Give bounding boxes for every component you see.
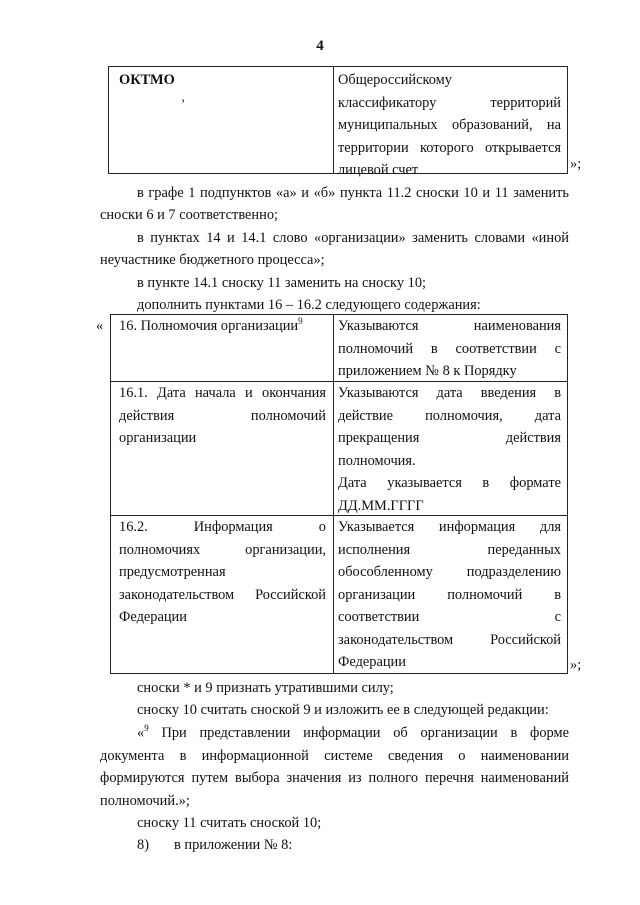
para-grafa-1-cont: сноски 6 и 7 соответственно; <box>100 207 279 223</box>
para-punkt-14-1: в пункте 14.1 сноску 11 заменить на сноску 10; <box>137 275 427 291</box>
row16-right-cell: Указываются наименования полномочий в соответствии с приложением № 8 к Порядку <box>338 318 561 379</box>
para-punkty-14: в пунктах 14 и 14.1 слово «организации» заменить словами «иной <box>137 230 569 246</box>
footnote-line-4: полномочий.»; <box>100 793 190 809</box>
table1-close-quote: »; <box>570 156 582 172</box>
table2-close-quote: »; <box>570 657 582 673</box>
row16-left-cell: 16. Полномочия организации$^9$ <box>119 316 303 334</box>
para-punkty-14-cont: неучастнике бюджетного процесса»; <box>100 252 325 268</box>
footnote-line-2: документа в информационной системе сведения о наименовании <box>100 748 569 764</box>
para-snoski-utrativshimi: сноски * и 9 признать утратившими силу; <box>137 680 394 696</box>
footnote-line-1: «$^9$ При представлении информации об организации в форме <box>137 723 569 741</box>
table2-open-quote: « <box>96 318 104 334</box>
para-grafa-1: в графе 1 подпунктов «а» и «б» пункта 11.2 сноски 10 и 11 заменить <box>137 185 569 201</box>
item-8-number: 8) <box>137 837 149 853</box>
row16-1-left-cell: 16.1. Дата начала и окончания действия полномочий организации <box>119 385 326 446</box>
oktmo-description-cell: Общероссийскому классификатору территорий муниципальных образований, на территории которого открывается лицевой счет <box>338 72 561 178</box>
para-snosku-11: сноску 11 считать сноской 10; <box>137 815 322 831</box>
row16-2-left-cell: 16.2. Информация о полномочиях организации, предусмотренная законодательством Российской Федерации <box>119 519 326 625</box>
row16-2-right-cell: Указывается информация для исполнения переданных обособленному подразделению организации полномочий в соответствии с законодательством Российской Федерации <box>338 519 561 670</box>
footnote-line-3: формируются путем выбора значения из полного перечня наименований <box>100 770 569 786</box>
oktmo-code-cell: ОКТМО <box>119 72 175 88</box>
para-dopolnit: дополнить пунктами 16 – 16.2 следующего содержания: <box>137 297 481 313</box>
para-snosku-10: сноску 10 считать сноской 9 и изложить ее в следующей редакции: <box>137 702 549 718</box>
page-number: 4 <box>316 38 324 54</box>
pen-mark: ʼ <box>181 96 186 111</box>
item-8-text: в приложении № 8: <box>174 837 293 853</box>
row16-1-right-cell: Указываются дата введения в действие полномочия, дата прекращения действия полномочия. Дата указывается в формате ДД.ММ.ГГГГ <box>338 385 561 514</box>
